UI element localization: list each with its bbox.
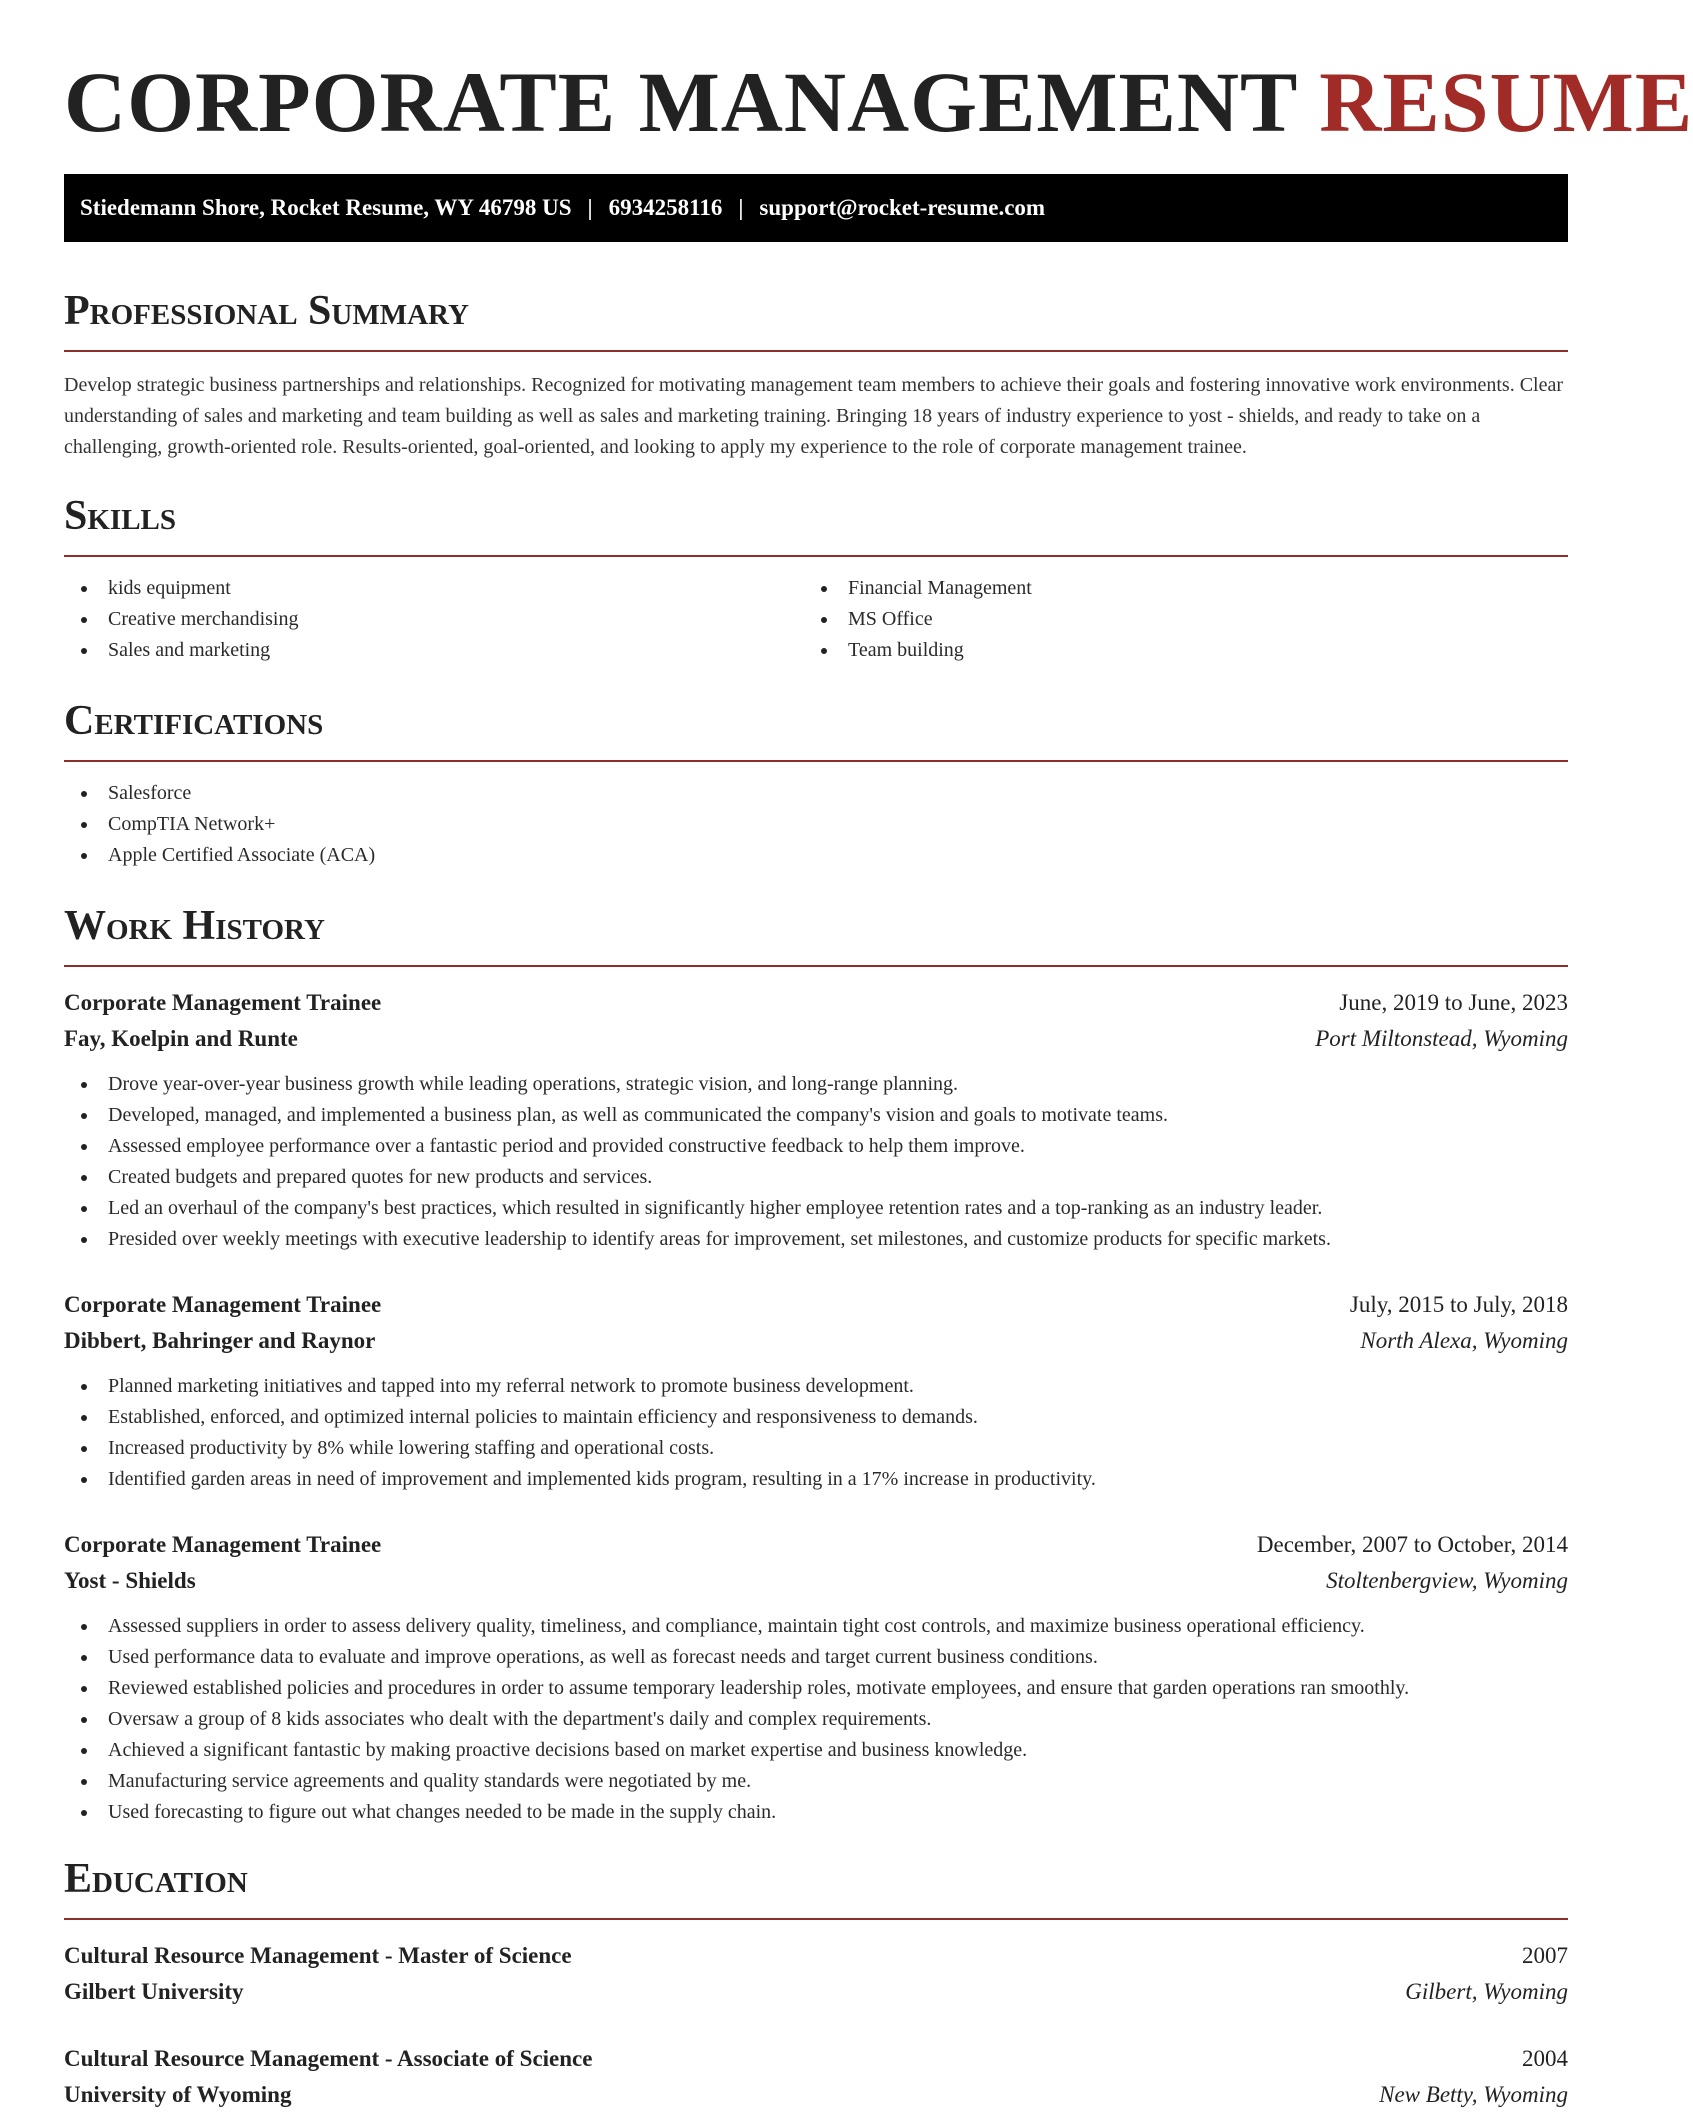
education-entry xyxy=(64,2041,1568,2113)
education-school: Gilbert University xyxy=(64,1979,244,2004)
section-divider xyxy=(64,1918,1568,1920)
education-degree-row xyxy=(64,1938,1568,1974)
job-location: North Alexa, Wyoming xyxy=(1360,1328,1568,1353)
education-year: 2007 xyxy=(1522,1943,1568,1968)
skill-item: MS Office xyxy=(804,604,1544,635)
certification-item: Apple Certified Associate (ACA) xyxy=(64,840,1568,871)
certifications-title: Certifications xyxy=(64,698,324,744)
job-dates: December, 2007 to October, 2014 xyxy=(1256,1532,1568,1557)
job-company: Fay, Koelpin and Runte xyxy=(64,1026,298,1051)
job-role: Corporate Management Trainee xyxy=(64,990,382,1015)
skill-item: Sales and marketing xyxy=(64,635,804,666)
job-bullet: Used forecasting to figure out what changes needed to be made in the supply chain. xyxy=(64,1797,1568,1828)
job-company-row xyxy=(64,1323,1568,1359)
name-main: CORPORATE MANAGEMENT xyxy=(64,54,1297,150)
resume-page xyxy=(64,0,1693,2113)
job-header-row xyxy=(64,1287,1568,1323)
education-school: University of Wyoming xyxy=(64,2082,292,2107)
job-bullets xyxy=(64,1371,1568,1495)
skill-item: Financial Management xyxy=(804,573,1544,604)
skills-title: Skills xyxy=(64,493,177,539)
education-entry xyxy=(64,1938,1568,2010)
job-entry xyxy=(64,1287,1568,1495)
job-company: Dibbert, Bahringer and Raynor xyxy=(64,1328,376,1353)
contact-email[interactable]: support@rocket-resume.com xyxy=(759,195,1046,220)
job-bullet: Planned marketing initiatives and tapped into my referral network to promote business development. xyxy=(64,1371,1568,1402)
contact-bar xyxy=(64,174,1568,242)
summary-title: Professional Summary xyxy=(64,288,469,334)
job-bullet: Presided over weekly meetings with executive leadership to identify areas for improvement, set milestones, and customize products for specific markets. xyxy=(64,1224,1568,1255)
education-school-row xyxy=(64,2077,1568,2113)
job-company-row xyxy=(64,1021,1568,1057)
certification-item: CompTIA Network+ xyxy=(64,809,1568,840)
job-location: Port Miltonstead, Wyoming xyxy=(1315,1026,1568,1051)
job-header-row xyxy=(64,1527,1568,1563)
job-bullet: Drove year-over-year business growth while leading operations, strategic vision, and long-range planning. xyxy=(64,1069,1568,1100)
education-school-row xyxy=(64,1974,1568,2010)
contact-separator: | xyxy=(738,195,744,220)
job-bullet: Led an overhaul of the company's best practices, which resulted in significantly higher employee retention rates and a top-ranking as an industry leader. xyxy=(64,1193,1568,1224)
certifications-section xyxy=(64,696,1568,871)
education-location: New Betty, Wyoming xyxy=(1379,2082,1568,2107)
job-bullet: Identified garden areas in need of improvement and implemented kids program, resulting in a 17% increase in productivity. xyxy=(64,1464,1568,1495)
summary-text: Develop strategic business partnerships and relationships. Recognized for motivating management team members to achieve their goals and fostering innovative work environments. Clear understanding of sales and marketing and team building as well as sales and marketing training. Bringing 18 years of industry experience to yost - shields, and ready to take on a challenging, growth-oriented role. Results-oriented, goal-oriented, and looking to apply my experience to the role of corporate management trainee. xyxy=(64,374,1564,458)
job-location: Stoltenbergview, Wyoming xyxy=(1326,1568,1568,1593)
skills-grid xyxy=(64,573,1568,666)
job-company: Yost - Shields xyxy=(64,1568,196,1593)
job-bullet: Developed, managed, and implemented a business plan, as well as communicated the company's vision and goals to motivate teams. xyxy=(64,1100,1568,1131)
job-bullet: Achieved a significant fantastic by making proactive decisions based on market expertise and business knowledge. xyxy=(64,1735,1568,1766)
job-entry xyxy=(64,985,1568,1255)
contact-separator: | xyxy=(587,195,593,220)
education-year: 2004 xyxy=(1522,2046,1568,2071)
job-bullet: Reviewed established policies and procedures in order to assume temporary leadership roles, motivate employees, and ensure that garden operations ran smoothly. xyxy=(64,1673,1568,1704)
job-dates: June, 2019 to June, 2023 xyxy=(1339,990,1568,1015)
job-bullet: Manufacturing service agreements and quality standards were negotiated by me. xyxy=(64,1766,1568,1797)
job-bullet: Established, enforced, and optimized internal policies to maintain efficiency and responsiveness to demands. xyxy=(64,1402,1568,1433)
section-divider xyxy=(64,760,1568,762)
resume-name xyxy=(64,52,1693,152)
skills-list-right xyxy=(804,573,1544,666)
job-bullet: Assessed employee performance over a fantastic period and provided constructive feedback to help them improve. xyxy=(64,1131,1568,1162)
job-bullet: Oversaw a group of 8 kids associates who dealt with the department's daily and complex requirements. xyxy=(64,1704,1568,1735)
skill-item: kids equipment xyxy=(64,573,804,604)
job-header-row xyxy=(64,985,1568,1021)
education-degree: Cultural Resource Management - Master of Science xyxy=(64,1943,572,1968)
job-bullet: Used performance data to evaluate and improve operations, as well as forecast needs and target current business conditions. xyxy=(64,1642,1568,1673)
job-bullets xyxy=(64,1069,1568,1255)
section-divider xyxy=(64,350,1568,352)
section-divider xyxy=(64,555,1568,557)
skill-item: Team building xyxy=(804,635,1544,666)
job-bullet: Assessed suppliers in order to assess delivery quality, timeliness, and compliance, maintain tight cost controls, and maximize business operational efficiency. xyxy=(64,1611,1568,1642)
job-role: Corporate Management Trainee xyxy=(64,1292,382,1317)
name-accent: RESUME xyxy=(1319,54,1693,150)
education-title: Education xyxy=(64,1856,248,1902)
job-dates: July, 2015 to July, 2018 xyxy=(1349,1292,1568,1317)
job-bullets xyxy=(64,1611,1568,1828)
contact-address: Stiedemann Shore, Rocket Resume, WY 46798 US xyxy=(80,195,572,220)
education-section xyxy=(64,1854,1568,2113)
section-divider xyxy=(64,965,1568,967)
skills-section xyxy=(64,491,1568,666)
job-bullet: Created budgets and prepared quotes for new products and services. xyxy=(64,1162,1568,1193)
job-entry xyxy=(64,1527,1568,1828)
job-bullet: Increased productivity by 8% while lowering staffing and operational costs. xyxy=(64,1433,1568,1464)
certifications-list xyxy=(64,778,1568,871)
job-company-row xyxy=(64,1563,1568,1599)
contact-phone: 6934258116 xyxy=(608,195,723,220)
education-location: Gilbert, Wyoming xyxy=(1405,1979,1568,2004)
education-degree: Cultural Resource Management - Associate of Science xyxy=(64,2046,593,2071)
work-history-section xyxy=(64,901,1568,1828)
summary-section xyxy=(64,286,1568,463)
certification-item: Salesforce xyxy=(64,778,1568,809)
job-role: Corporate Management Trainee xyxy=(64,1532,382,1557)
skills-list-left xyxy=(64,573,804,666)
skill-item: Creative merchandising xyxy=(64,604,804,635)
work-history-title: Work History xyxy=(64,903,325,949)
education-degree-row xyxy=(64,2041,1568,2077)
